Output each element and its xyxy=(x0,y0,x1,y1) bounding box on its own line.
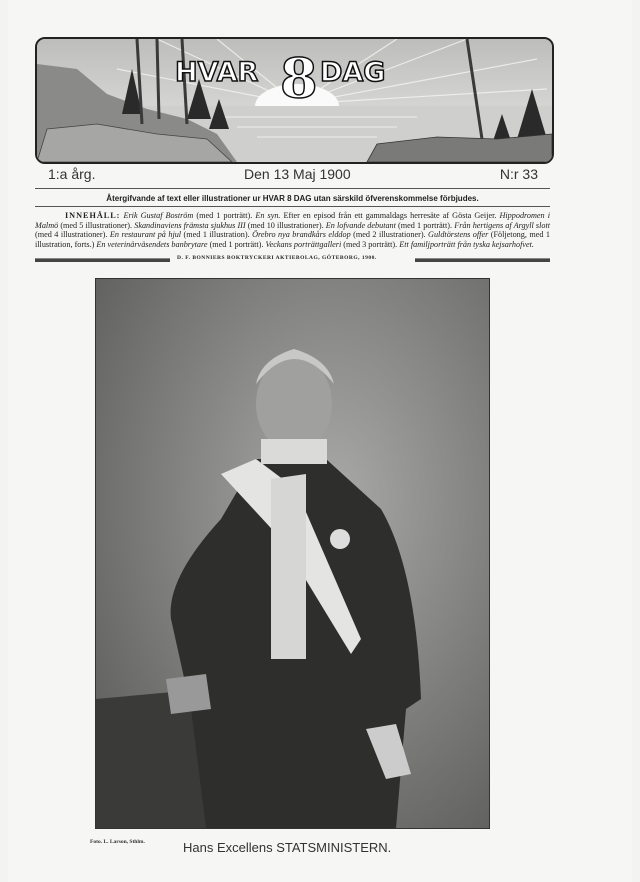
issue-date: Den 13 Maj 1900 xyxy=(244,166,351,182)
contents-item-note: (med 2 illustrationer). xyxy=(350,230,429,240)
divider xyxy=(35,206,550,207)
title-numeral: 8 xyxy=(280,46,318,110)
portrait-photo xyxy=(95,278,490,829)
photo-caption: Hans Excellens STATSMINISTERN. xyxy=(183,840,392,855)
contents-item-title: En restaurant på hjul xyxy=(109,230,182,240)
contents-item-title: Hippodromen i Malmö xyxy=(35,211,550,230)
masthead-banner xyxy=(35,37,554,164)
contents-item-note: (med 1 porträtt). xyxy=(193,211,256,220)
contents-item-note: (med 3 porträtt). xyxy=(341,239,400,249)
decorative-rule xyxy=(35,258,170,262)
reproduction-notice: Återgifvande af text eller illustrationer ur HVAR 8 DAG utan särskild öfverenskommelse förbjudes. xyxy=(106,194,479,203)
divider xyxy=(35,188,550,189)
contents-label: INNEHÅLL: xyxy=(65,211,121,220)
title-dag: DAG xyxy=(320,57,386,88)
contents-item-note: (med 5 illustrationer). xyxy=(58,220,135,230)
photo-credit: Foto. L. Larson, Sthlm. xyxy=(90,839,145,845)
contents-item-title: En syn. xyxy=(255,211,281,220)
contents-item-title: En lofvande debutant xyxy=(325,220,396,230)
contents-item-note: (med 1 porträtt). xyxy=(207,239,266,249)
contents-item-note: (med 10 illustrationer). xyxy=(245,220,326,230)
contents-item-title: Guldtörstens offer xyxy=(428,230,489,240)
printer-imprint: D. F. BONNIERS BOKTRYCKERI AKTIEBOLAG, GÖTEBORG, 1900. xyxy=(177,255,377,261)
contents-item-title: Veckans porträttgalleri xyxy=(265,239,342,249)
volume: 1:a årg. xyxy=(48,166,96,182)
contents-item-note: (med 1 porträtt). xyxy=(395,220,455,230)
contents-item-title: Från hertigens af Argyll slott xyxy=(454,220,551,230)
title-hvar: HVAR xyxy=(175,57,259,88)
contents-item-title: Skandinaviens främsta sjukhus III xyxy=(134,220,246,230)
contents-item-note: Efter en episod från ett gammaldags herresäte af Gösta Geijer. xyxy=(280,211,500,220)
contents-item-title: Ett familjporträtt från tyska kejsarhofvet. xyxy=(399,239,534,249)
issue-number: N:r 33 xyxy=(499,166,538,182)
contents-item-title: Örebro nya brandkårs elddop xyxy=(252,230,351,240)
decorative-rule xyxy=(415,258,550,262)
contents-item-title: Erik Gustaf Boström xyxy=(123,211,194,220)
contents-item-note: (med 1 illustration). xyxy=(181,230,253,240)
contents-item-note: (med 4 illustrationer). xyxy=(35,230,110,240)
contents-item-note: (Följetong, med 1 illustration, forts.) xyxy=(35,230,550,249)
table-of-contents xyxy=(35,211,550,249)
printer-line xyxy=(35,255,550,263)
contents-item-title: En veterinärväsendets banbrytare xyxy=(96,239,208,249)
